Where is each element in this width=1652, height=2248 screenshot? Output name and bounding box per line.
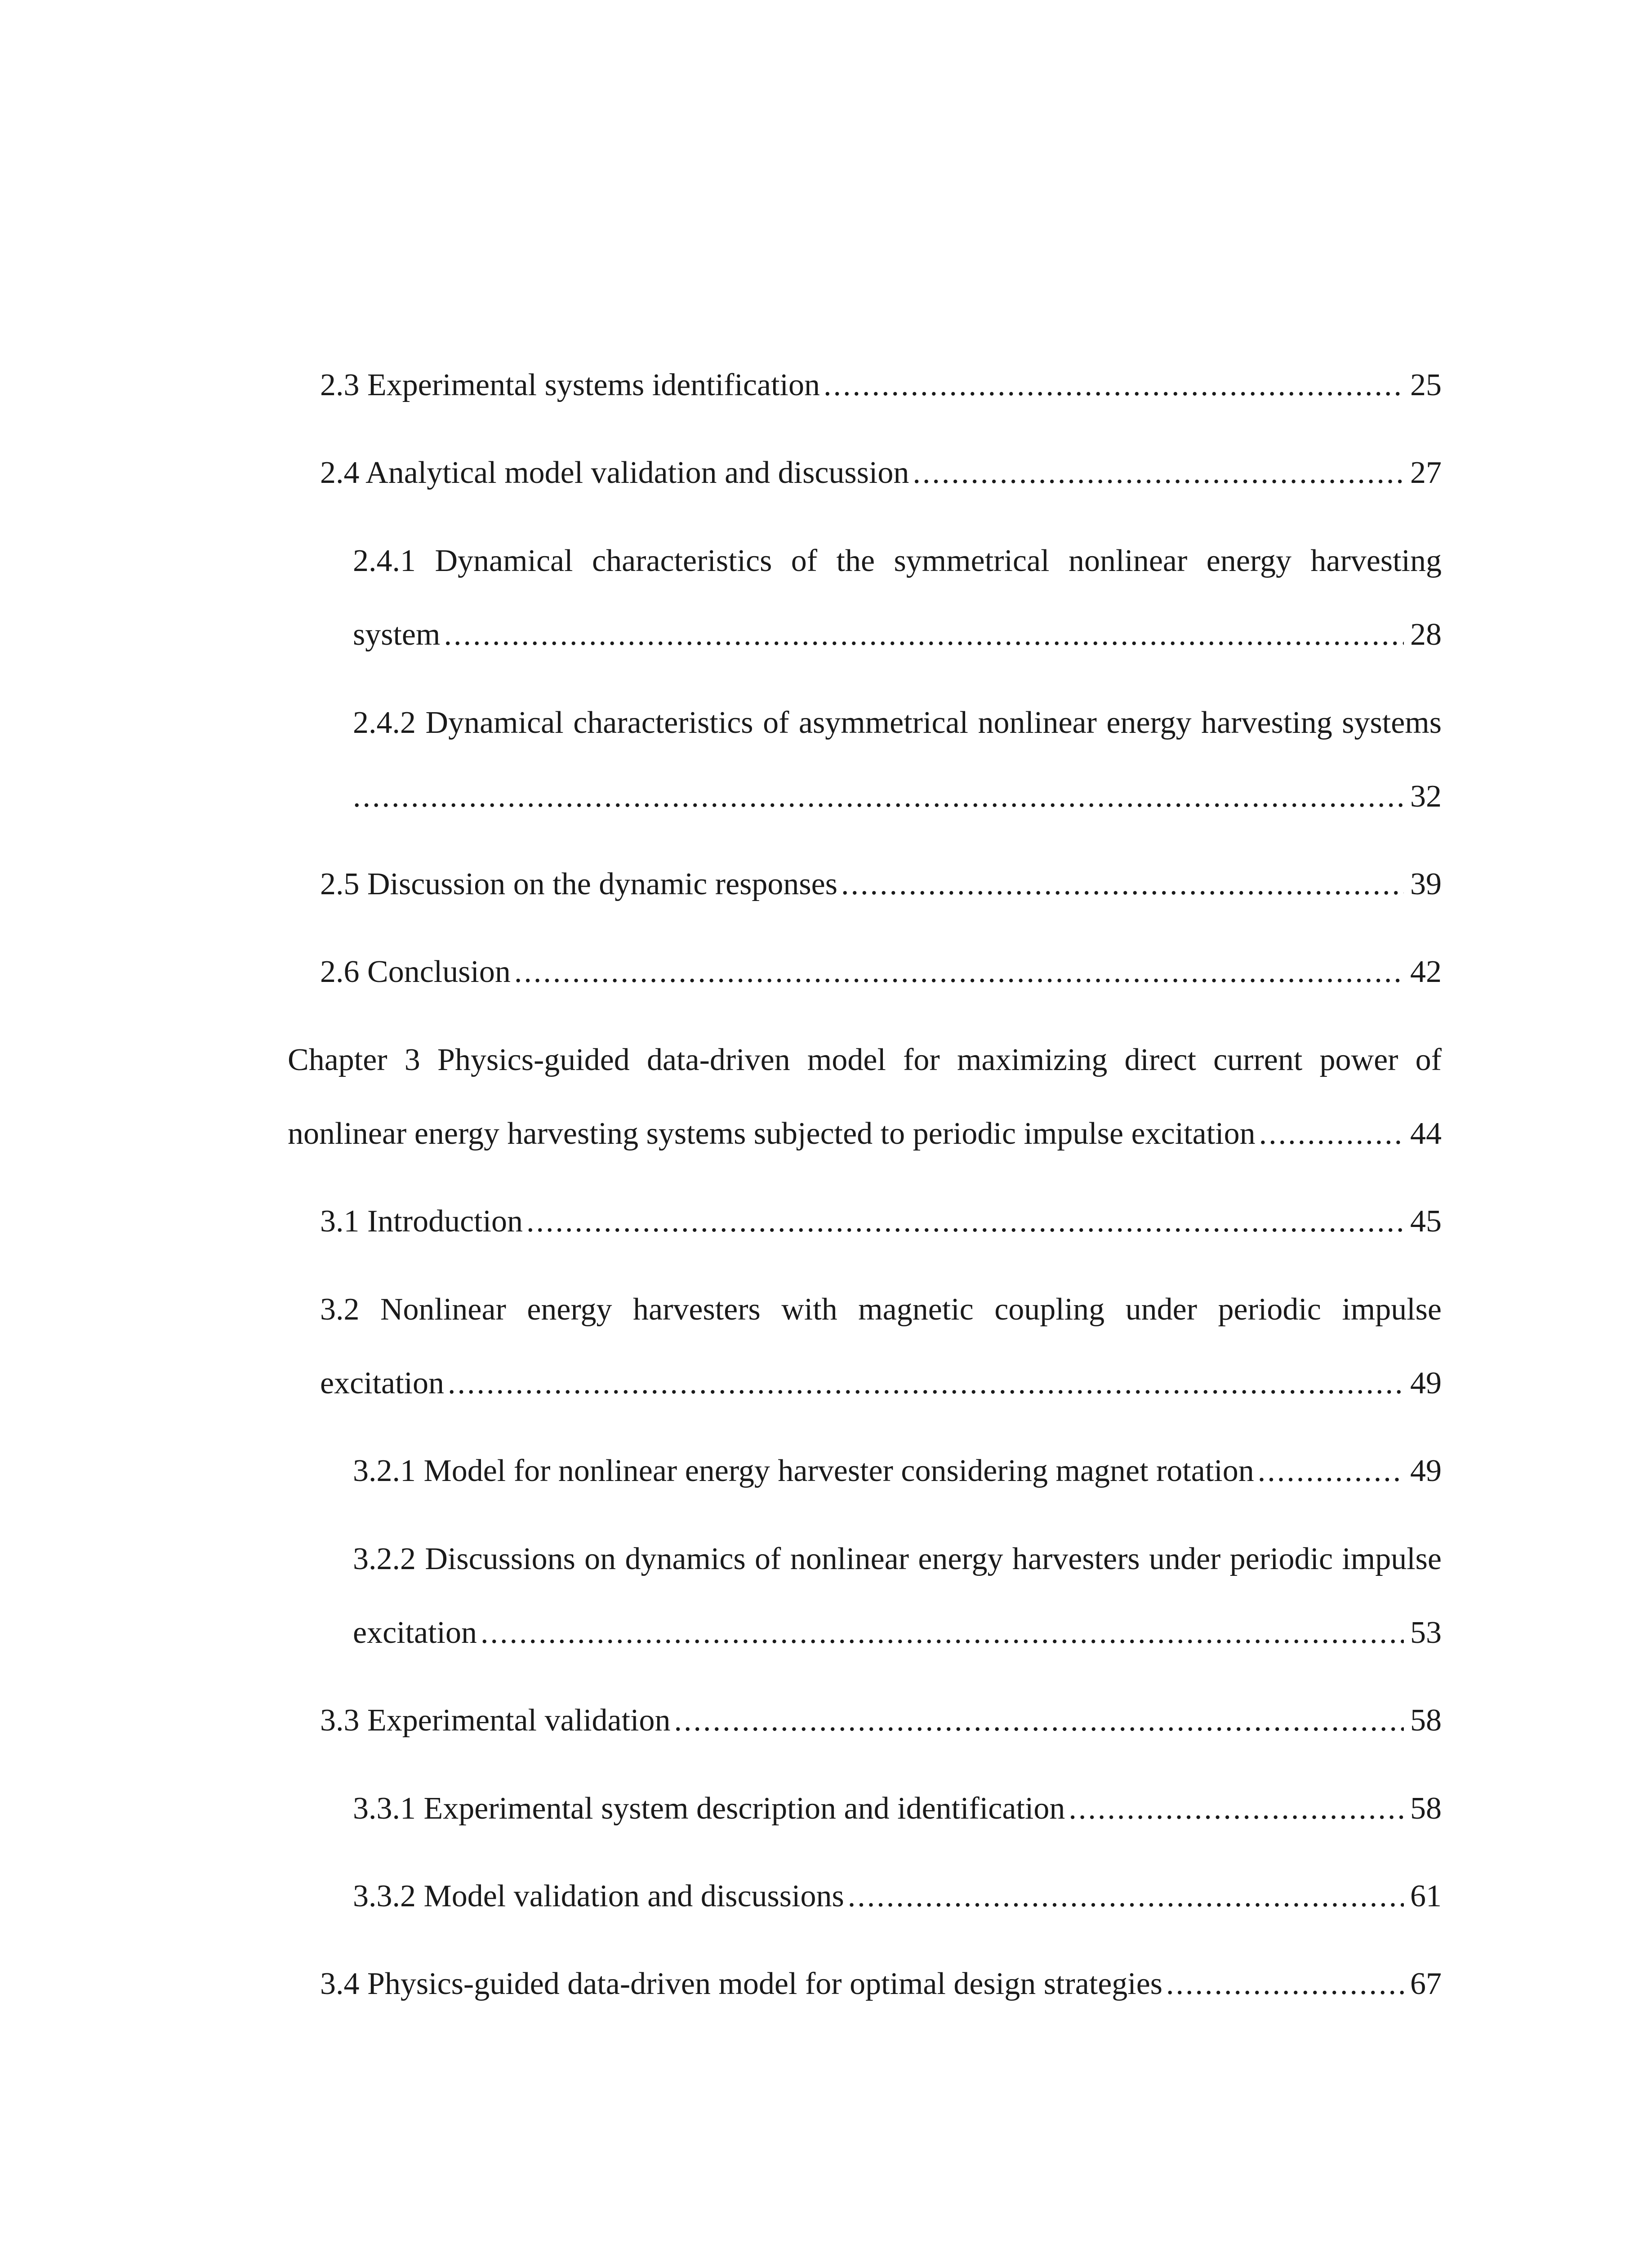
toc-entry-page: 27	[1410, 455, 1442, 490]
toc-entry-page: 58	[1410, 1703, 1442, 1738]
toc-entry-title: 3.3.1 Experimental system description and identification	[353, 1791, 1065, 1826]
chapter-title-line2: nonlinear energy harvesting systems subjected to periodic impulse excitation	[288, 1116, 1256, 1151]
toc-entry-title-line1: 2.4.2 Dynamical characteristics of asymmetrical nonlinear energy harvesting systems	[353, 705, 1442, 740]
toc-entry-page: 25	[1410, 368, 1442, 402]
toc-entry-title-line1: 2.4.1 Dynamical characteristics of the symmetrical nonlinear energy harvesting	[353, 544, 1442, 578]
dot-leader	[841, 862, 1404, 907]
chapter-title-line1: Chapter 3 Physics-guided data-driven model for maximizing direct current power of	[288, 1043, 1442, 1077]
dot-leader	[1166, 1962, 1404, 2007]
toc-entry-page: 45	[1410, 1204, 1442, 1239]
toc-entry	[288, 1111, 1442, 1156]
toc-entry	[353, 1610, 1442, 1655]
dot-leader	[1259, 1111, 1404, 1156]
toc-entry-title: 3.3.2 Model validation and discussions	[353, 1879, 844, 1913]
dot-leader	[514, 950, 1404, 995]
toc-entry-page: 44	[1410, 1116, 1442, 1151]
toc-entry	[353, 774, 1442, 819]
toc-entry-title: 2.4 Analytical model validation and discussion	[320, 455, 909, 490]
toc-entry-page: 49	[1410, 1366, 1442, 1401]
toc-entry-page: 49	[1410, 1454, 1442, 1488]
toc-entry	[320, 1361, 1442, 1406]
toc-entry	[320, 1199, 1442, 1244]
toc-entry	[320, 950, 1442, 995]
toc-entry-title-line2: system	[353, 617, 441, 652]
toc-entry	[320, 363, 1442, 408]
toc-entry-page: 32	[1410, 779, 1442, 814]
toc-entry-page: 67	[1410, 1967, 1442, 2001]
dot-leader	[674, 1698, 1404, 1743]
toc-entry-page: 61	[1410, 1879, 1442, 1913]
dot-leader	[444, 612, 1404, 657]
toc-entry-title: 2.5 Discussion on the dynamic responses	[320, 867, 837, 901]
toc-entry	[353, 1449, 1442, 1494]
toc-entry-title-line1: 3.2.2 Discussions on dynamics of nonlinear energy harvesters under periodic impulse	[353, 1542, 1442, 1576]
toc-entry	[320, 1698, 1442, 1743]
dot-leader	[353, 774, 1404, 819]
dot-leader	[913, 450, 1404, 495]
toc-entry-title: 3.2.1 Model for nonlinear energy harvester considering magnet rotation	[353, 1454, 1254, 1488]
toc-entry	[353, 612, 1442, 657]
dot-leader	[848, 1874, 1404, 1919]
toc-entry-page: 28	[1410, 617, 1442, 652]
toc-entry-title-line1: 3.2 Nonlinear energy harvesters with magnetic coupling under periodic impulse	[320, 1292, 1442, 1327]
toc-entry-page: 39	[1410, 867, 1442, 901]
toc-entry	[320, 1962, 1442, 2007]
dot-leader	[1258, 1449, 1404, 1494]
toc-entry	[353, 1874, 1442, 1919]
toc-entry-title: 2.3 Experimental systems identification	[320, 368, 820, 402]
toc-entry	[320, 450, 1442, 495]
dot-leader	[448, 1361, 1404, 1406]
toc-entry-title: 3.1 Introduction	[320, 1204, 523, 1239]
toc-entry-page: 58	[1410, 1791, 1442, 1826]
dot-leader	[1069, 1786, 1404, 1831]
toc-entry-page: 42	[1410, 955, 1442, 989]
dot-leader	[824, 363, 1404, 408]
dot-leader	[481, 1610, 1404, 1655]
toc-entry-title-line2: excitation	[353, 1615, 477, 1650]
toc-entry	[353, 1786, 1442, 1831]
toc-entry-title-line2: excitation	[320, 1366, 445, 1401]
toc-entry-title: 3.4 Physics-guided data-driven model for optimal design strategies	[320, 1967, 1163, 2001]
dot-leader	[526, 1199, 1404, 1244]
toc-entry-title: 3.3 Experimental validation	[320, 1703, 671, 1738]
toc-entry	[320, 862, 1442, 907]
toc-entry-title: 2.6 Conclusion	[320, 955, 511, 989]
toc-entry-page: 53	[1410, 1615, 1442, 1650]
